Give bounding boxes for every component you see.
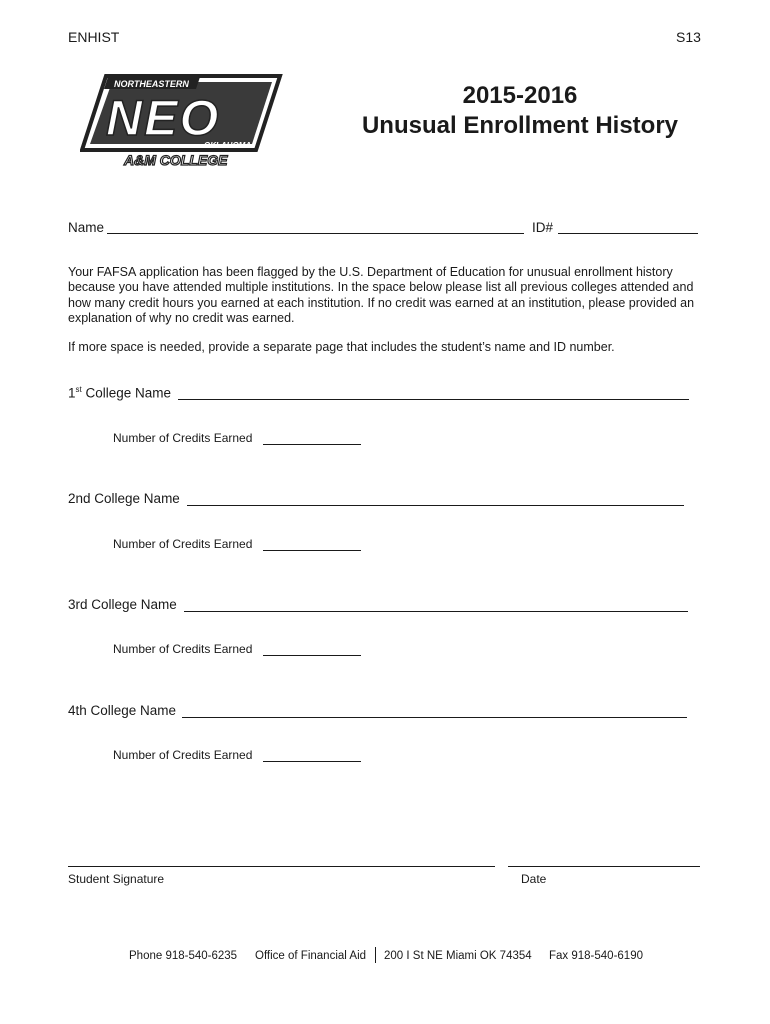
college-1-field[interactable] <box>178 399 689 400</box>
form-title-year: 2015-2016 <box>462 82 578 109</box>
instructions-paragraph: Your FAFSA application has been flagged by the U.S. Department of Education for unusual enrollment history because you have attended multiple institutions. In the space below please list all previous colleges attended and how many credit hours you earned at each institution. If no credit was earned at an institution, please provided an explanation of why no credit was earned. <box>68 265 695 326</box>
credits-4-label: Number of Credits Earned <box>113 748 253 762</box>
id-field[interactable] <box>558 233 698 234</box>
college-2-label: 2nd College Name <box>68 491 180 506</box>
logo-top-text: NORTHEASTERN <box>114 79 189 89</box>
credits-1-label: Number of Credits Earned <box>113 431 253 445</box>
footer-divider <box>375 947 376 963</box>
name-label: Name <box>68 220 105 235</box>
form-title: Unusual Enrollment History <box>361 112 679 139</box>
name-field[interactable] <box>107 233 524 234</box>
signature-field[interactable] <box>68 866 495 867</box>
college-3-field[interactable] <box>184 611 688 612</box>
logo-state-text: OKLAHOMA <box>204 141 252 150</box>
footer-office: Office of Financial Aid <box>255 950 367 962</box>
space-note: If more space is needed, provide a separate page that includes the student’s name and ID number. <box>68 340 615 354</box>
college-1-suffix: st <box>75 385 82 394</box>
college-1-ordinal: 1 <box>68 385 76 401</box>
date-field[interactable] <box>508 866 700 867</box>
footer-address: 200 I St NE Miami OK 74354 <box>384 950 532 962</box>
signature-label: Student Signature <box>68 872 165 886</box>
credits-4-field[interactable] <box>263 761 361 762</box>
college-1-label <box>68 385 171 401</box>
footer-phone: Phone 918-540-6235 <box>129 950 238 962</box>
form-code: ENHIST <box>68 29 120 45</box>
college-4-label: 4th College Name <box>68 703 177 718</box>
credits-3-label: Number of Credits Earned <box>113 642 253 656</box>
college-1-text: College Name <box>81 385 172 401</box>
id-label: ID# <box>532 220 554 235</box>
date-label: Date <box>521 872 547 886</box>
logo-bottom-text: A&M COLLEGE <box>124 152 228 168</box>
credits-3-field[interactable] <box>263 655 361 656</box>
credits-2-field[interactable] <box>263 550 361 551</box>
college-2-field[interactable] <box>187 505 684 506</box>
college-3-label: 3rd College Name <box>68 597 177 612</box>
credits-2-label: Number of Credits Earned <box>113 537 253 551</box>
logo-main-text: NEO <box>106 90 221 146</box>
footer-fax: Fax 918-540-6190 <box>549 950 643 962</box>
college-logo <box>80 72 285 172</box>
page-code: S13 <box>676 29 701 45</box>
credits-1-field[interactable] <box>263 444 361 445</box>
college-4-field[interactable] <box>182 717 687 718</box>
